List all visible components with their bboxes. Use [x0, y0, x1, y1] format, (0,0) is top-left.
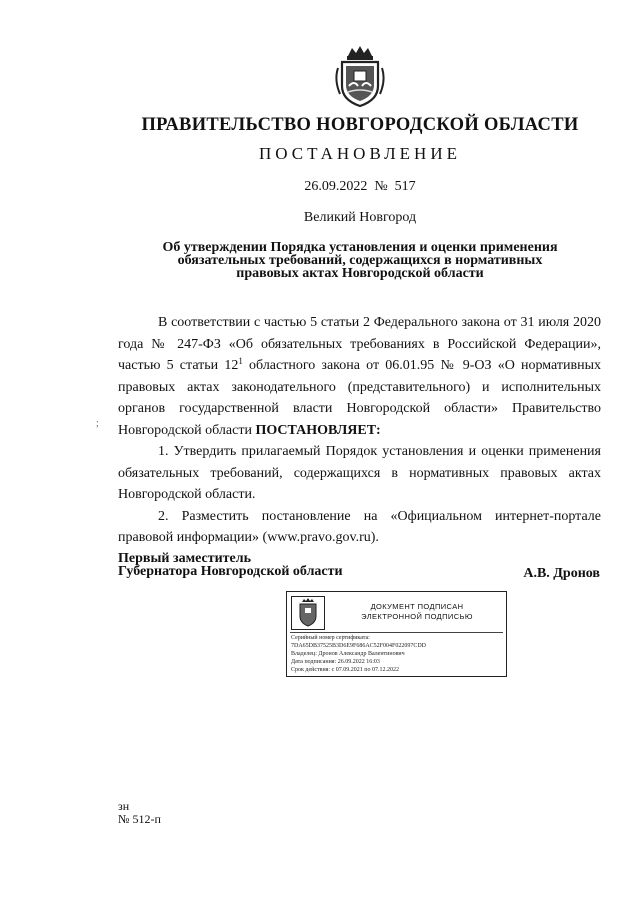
footer-number: № 512-п — [118, 812, 161, 826]
document-body — [118, 312, 601, 549]
preamble-paragraph — [118, 312, 601, 441]
cert-owner: Владелец: Дронов Александр Валентинович — [291, 651, 405, 657]
cert-label: Серийный номер сертификата: — [291, 635, 370, 641]
margin-mark: ; — [96, 418, 99, 429]
position-line: Губернатора Новгородской области — [118, 564, 343, 579]
footer-reference — [118, 800, 161, 826]
coat-of-arms-icon — [330, 44, 390, 110]
clause-2: 2. Разместить постановление на «Официальном интернет-портале правовой информации» (www.pravo.gov.ru). — [118, 508, 601, 545]
signatory-position — [118, 552, 343, 578]
signing-date: Дата подписания: 26.09.2022 16:03 — [291, 659, 380, 665]
document-title — [150, 241, 570, 280]
footer-code: зн — [118, 799, 130, 813]
title-line: правовых актах Новгородской области — [236, 266, 484, 281]
city: Великий Новгород — [303, 210, 417, 225]
superscript: 1 — [238, 356, 243, 366]
stamp-heading-line: ЭЛЕКТРОННОЙ ПОДПИСЬЮ — [361, 612, 473, 621]
electronic-signature-stamp — [286, 591, 507, 677]
stamp-heading-line: ДОКУМЕНТ ПОДПИСАН — [370, 602, 464, 611]
number-sign: № — [374, 179, 388, 194]
title-line: обязательных требований, содержащихся в нормативных — [177, 253, 543, 268]
preamble-text: В соответствии с частью 5 статьи 2 Федерального закона от 31 июля 2020 года № 247-ФЗ «Об обязательных требованиях в Российской Федерации», частью 5 статьи 12 — [118, 315, 601, 373]
document-date: 26.09.2022 — [304, 179, 368, 194]
clause-1: 1. Утвердить прилагаемый Порядок установления и оценки применения обязательных требований, содержащихся в нормативных правовых актах Новгородской области. — [118, 444, 601, 502]
date-number-line — [100, 179, 620, 195]
cert-validity: Срок действия: с 07.09.2021 по 07.12.2022 — [291, 667, 399, 673]
signatory-name: А.В. Дронов — [523, 566, 600, 581]
title-line: Об утверждении Порядка установления и оценки применения — [162, 240, 558, 255]
resolves-word: ПОСТАНОВЛЯЕТ: — [255, 422, 381, 438]
stamp-heading — [327, 602, 507, 622]
stamp-divider — [290, 632, 503, 633]
cert-serial: 7DA65DB37525B3D6E9F686AC52F004F022097CDD — [291, 643, 427, 649]
document-number: 517 — [394, 179, 416, 194]
document-type: ПОСТАНОВЛЕНИЕ — [258, 144, 461, 163]
position-line: Первый заместитель — [118, 551, 251, 566]
organization-name: ПРАВИТЕЛЬСТВО НОВГОРОДСКОЙ ОБЛАСТИ — [141, 115, 579, 135]
preamble-text-cont: областного закона от 06.01.95 № 9-ОЗ «О нормативных правовых актах законодательного (представительного) и исполнительных органов государственной власти Новгородской области» Правительство Новгородской области — [118, 358, 602, 438]
stamp-coat-of-arms-icon — [291, 596, 325, 630]
stamp-details — [291, 634, 426, 674]
